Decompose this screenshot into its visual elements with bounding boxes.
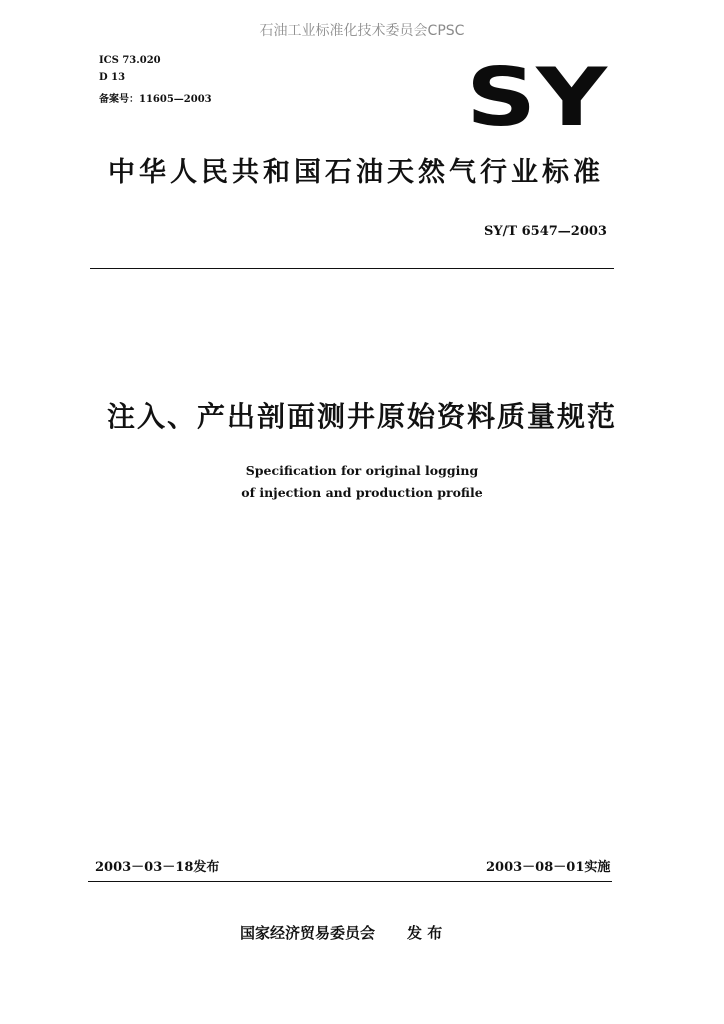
standard-category-title: 中华人民共和国石油天然气行业标准: [108, 157, 604, 188]
ics-code: ICS 73.020: [99, 55, 161, 66]
footer-divider: [88, 881, 612, 882]
issue-date: 2003－03－18发布: [95, 860, 220, 875]
document-title-en-line1: Specification for original logging: [245, 463, 479, 478]
sy-logo: SY: [466, 51, 607, 144]
document-title-cn: 注入、产出剖面测井原始资料质量规范: [106, 400, 617, 433]
issuer-name: 国家经济贸易委员会: [240, 924, 376, 942]
classification-code: D 13: [99, 72, 126, 83]
header-divider: [90, 268, 614, 269]
effective-date: 2003－08－01实施: [486, 860, 611, 875]
issuer-line: [240, 922, 442, 943]
watermark-text: 石油工业标准化技术委员会CPSC: [259, 23, 465, 39]
record-number: 备案号：11605—2003: [99, 94, 212, 105]
document-title-en-line2: of injection and production profile: [241, 485, 483, 500]
standard-code: SY/T 6547—2003: [484, 224, 607, 239]
issuer-action: 发 布: [407, 924, 443, 942]
